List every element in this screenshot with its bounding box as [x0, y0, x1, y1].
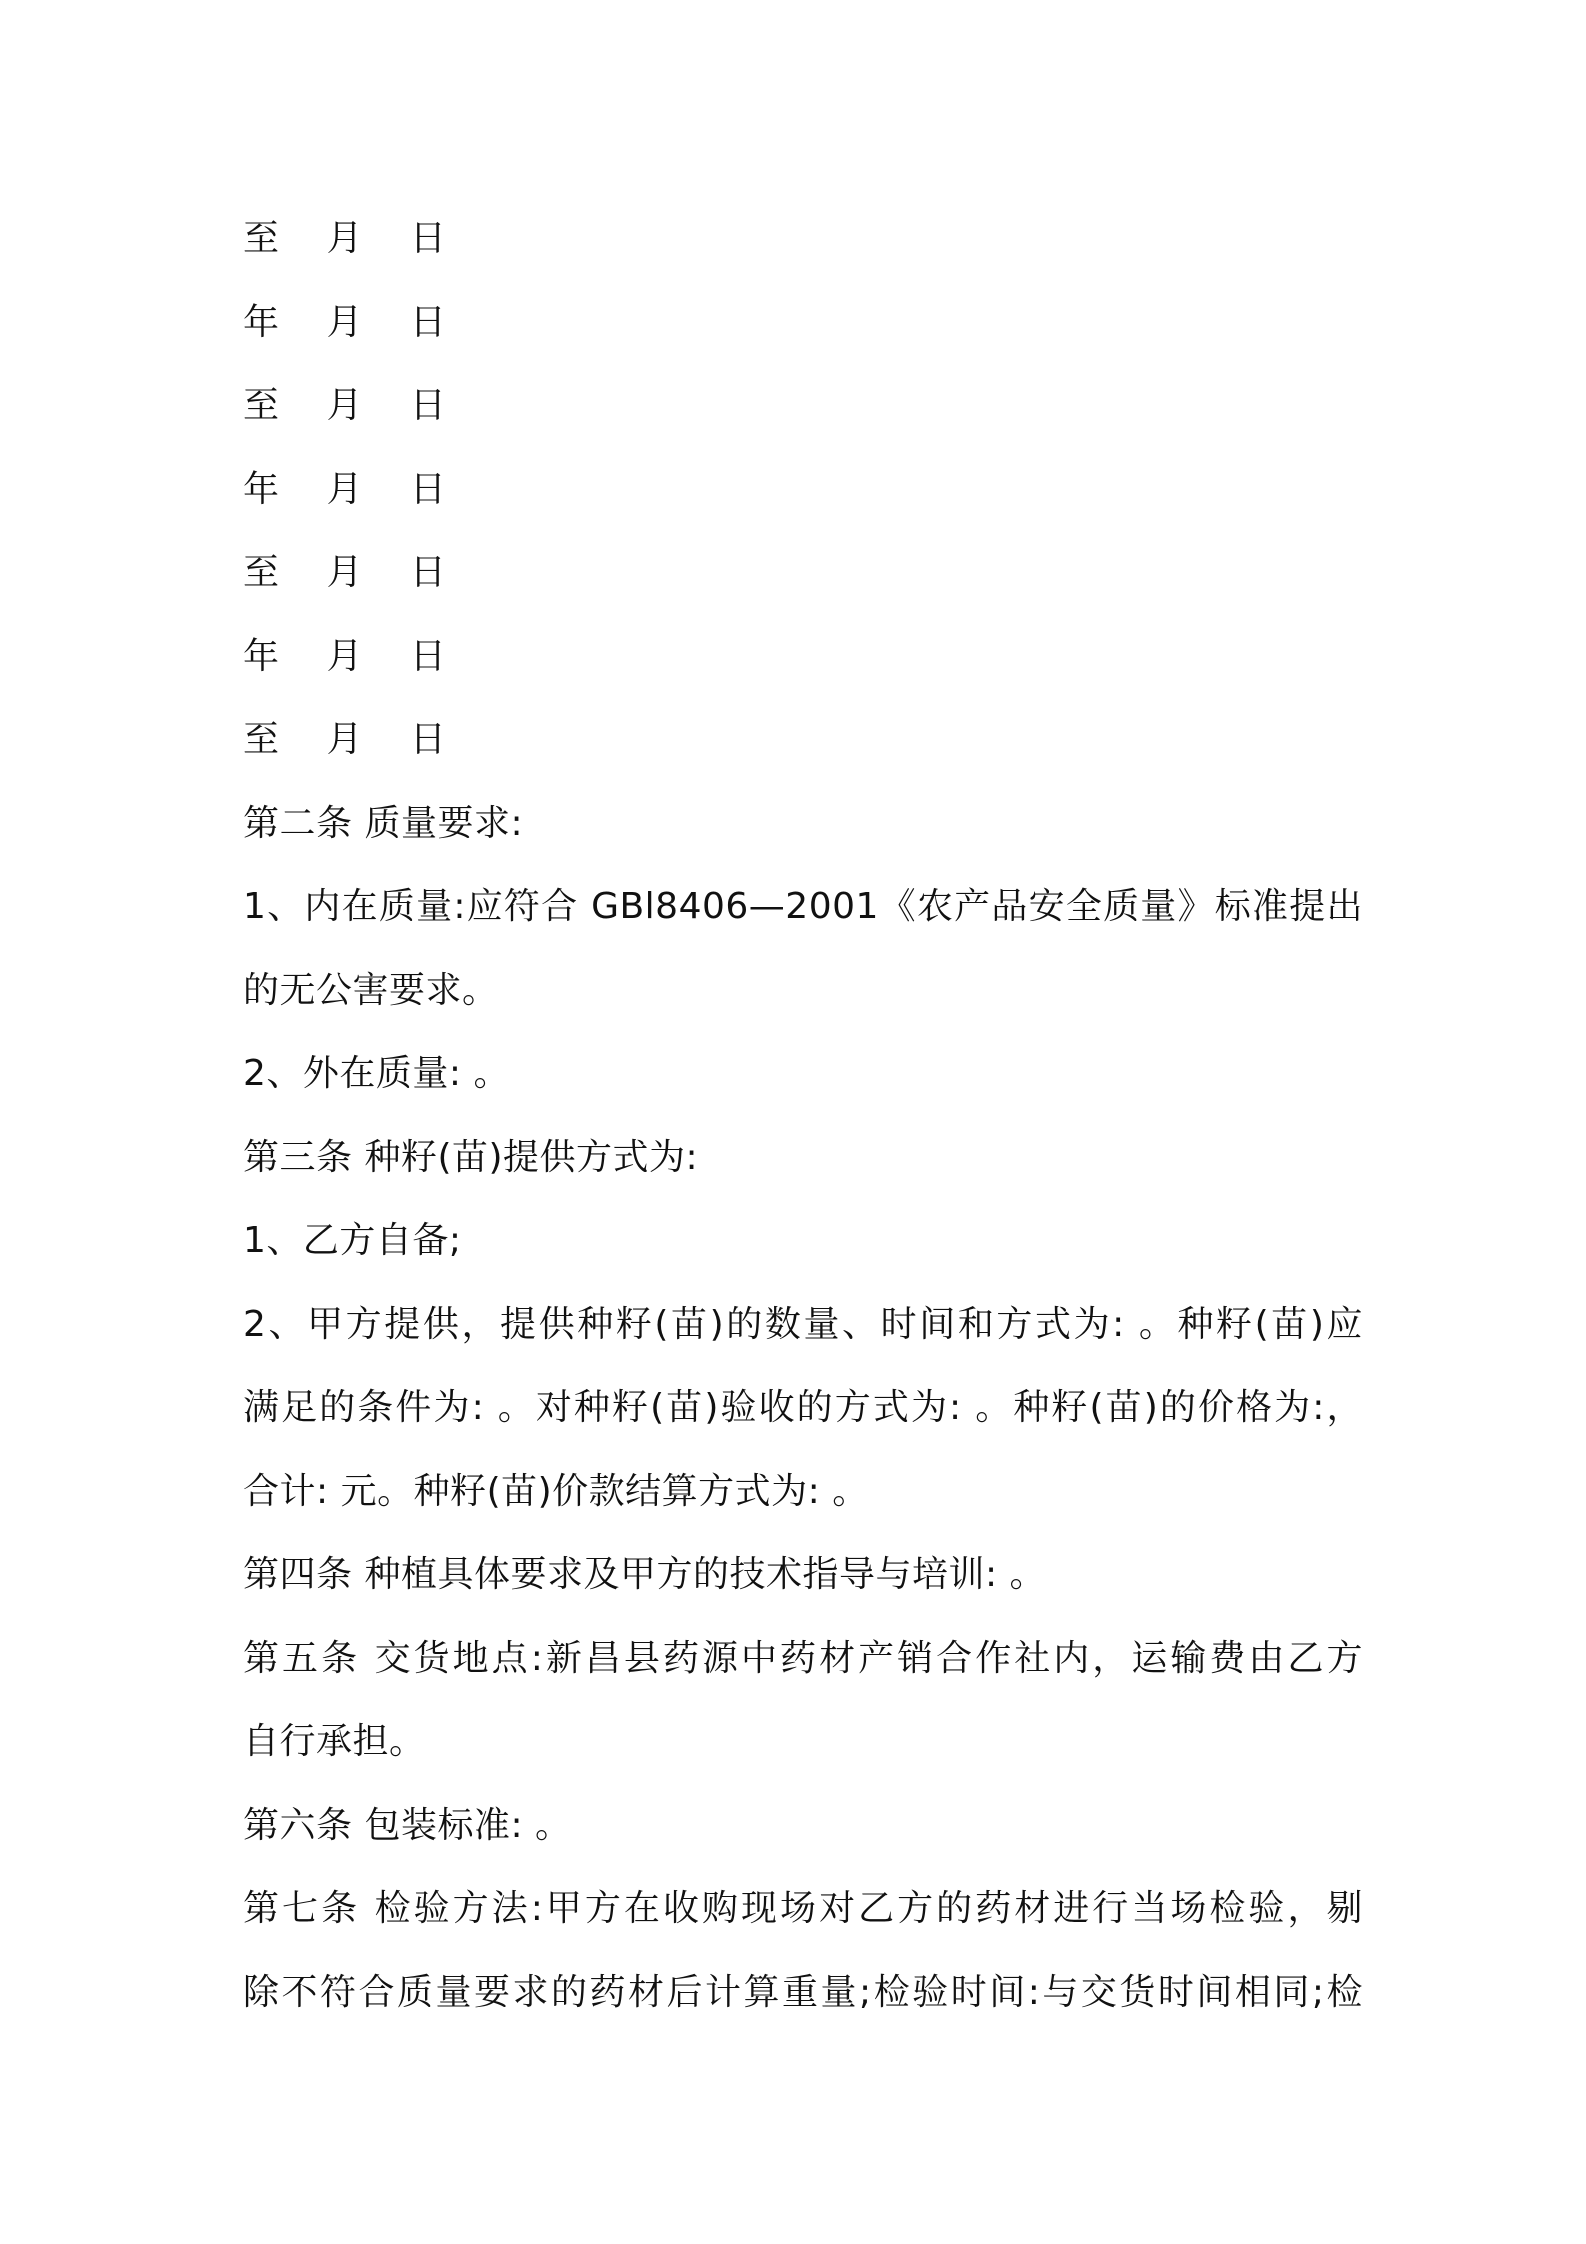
date-line: 年 月 日 — [243, 468, 464, 510]
seed-option-2-cont: 满足的条件为: 。对种籽(苗)验收的方式为: 。种籽(苗)的价格为:， — [243, 1387, 1363, 1428]
article-4-text: 第四条 种植具体要求及甲方的技术指导与培训: 。 — [243, 1554, 1047, 1595]
seed-option-2-cont-2: 合计: 元。种籽(苗)价款结算方式为: 。 — [243, 1470, 869, 1512]
internal-quality-text-cont: 的无公害要求。 — [243, 969, 499, 1011]
date-line: 至 月 日 — [243, 218, 464, 259]
date-line: 至 月 日 — [243, 719, 464, 760]
article-6-text: 第六条 包装标准: 。 — [243, 1804, 572, 1846]
date-line: 至 月 日 — [243, 552, 464, 593]
internal-quality-text: 1、内在质量:应符合 GBl8406—2001《农产品安全质量》标准提出 — [243, 886, 1363, 927]
article-3-heading: 第三条 种籽(苗)提供方式为: — [243, 1136, 699, 1178]
contract-body — [243, 197, 1363, 2034]
article-7-text-cont: 除不符合质量要求的药材后计算重量;检验时间:与交货时间相同;检 — [243, 1971, 1363, 2013]
date-line: 年 月 日 — [243, 635, 464, 677]
date-line: 年 月 日 — [243, 301, 464, 343]
date-line: 至 月 日 — [243, 385, 464, 426]
article-7-text: 第七条 检验方法:甲方在收购现场对乙方的药材进行当场检验，剔 — [243, 1888, 1363, 1929]
article-2-heading: 第二条 质量要求: — [243, 802, 524, 844]
seed-option-1: 1、乙方自备; — [243, 1220, 462, 1261]
external-quality-text: 2、外在质量: 。 — [243, 1053, 510, 1094]
article-5-text-cont: 自行承担。 — [243, 1721, 426, 1762]
seed-option-2: 2、甲方提供，提供种籽(苗)的数量、时间和方式为: 。种籽(苗)应 — [243, 1303, 1363, 1345]
article-5-text: 第五条 交货地点:新昌县药源中药材产销合作社内，运输费由乙方 — [243, 1637, 1363, 1679]
